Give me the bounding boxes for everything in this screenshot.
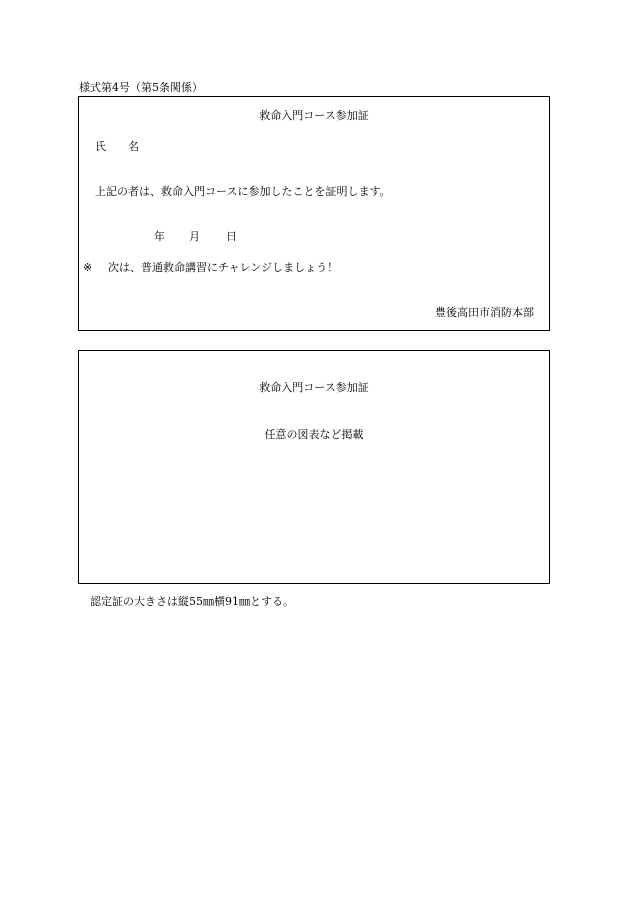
- name-label: 氏 名: [95, 140, 139, 153]
- size-footnote: 認定証の大きさは縦55㎜横91㎜とする。: [90, 595, 294, 608]
- date-year-label: 年: [154, 230, 165, 243]
- note-mark: ※: [83, 261, 93, 274]
- back-content-note: 任意の図表など掲載: [264, 428, 364, 441]
- back-title: 救命入門コース参加証: [259, 381, 369, 394]
- form-number-label: 様式第4号（第5条関係）: [79, 81, 203, 94]
- date-day-label: 日: [226, 230, 237, 243]
- front-title: 救命入門コース参加証: [259, 109, 369, 122]
- certification-statement: 上記の者は、救命入門コースに参加したことを証明します。: [95, 185, 391, 198]
- note-text: 次は、普通救命講習にチャレンジしましょう！: [108, 261, 339, 274]
- certificate-front-card: [78, 96, 550, 331]
- certificate-back-card: [78, 350, 550, 584]
- date-month-label: 月: [189, 230, 200, 243]
- issuer-name: 豊後高田市消防本部: [435, 306, 534, 319]
